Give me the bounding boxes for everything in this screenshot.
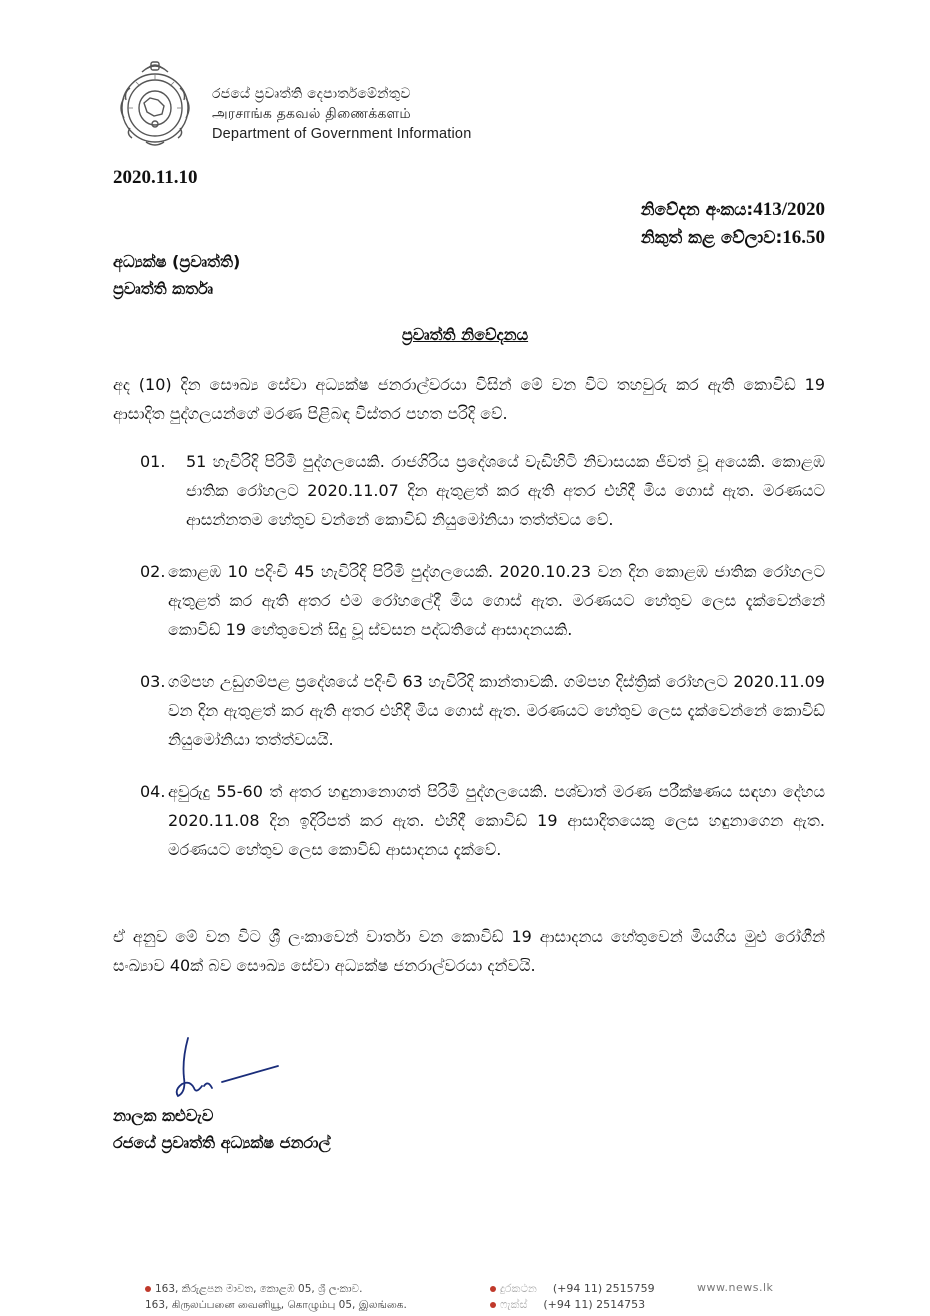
bullet-icon xyxy=(490,1286,496,1292)
signatory-block xyxy=(113,1102,331,1156)
signatory-title: රජයේ ප්‍රවෘත්ති අධ්‍යක්ෂ ජනරාල් xyxy=(113,1133,331,1152)
bullet-icon xyxy=(490,1302,496,1308)
intro-paragraph: අද (10) දින සෞඛ්‍ය සේවා අධ්‍යක්ෂ ජනරාල්වරයා විසින් මේ වන විට තහවුරු කර ඇති කොවිඩ් 19 ආසාදිත පුද්ගලයන්ගේ මරණ පිළිබඳ විස්තර පහත පරිදි වේ. xyxy=(113,375,825,423)
fax-label: ෆැක්ස් xyxy=(500,1298,528,1311)
department-name-english: Department of Government Information xyxy=(212,126,472,142)
release-reference xyxy=(641,196,825,252)
release-number-value: 413/2020 xyxy=(753,199,825,220)
release-time-label: නිකුත් කළ වේලාව: xyxy=(640,228,783,248)
page-footer xyxy=(0,1275,930,1316)
release-time-value: 16.50 xyxy=(782,227,825,248)
department-name-tamil: அரசாங்க தகவல் திணைக்களம் xyxy=(212,106,411,122)
signatory-name: නාලක කළුවැව xyxy=(113,1106,214,1125)
release-number-label: නිවේදන අංකය: xyxy=(640,200,754,220)
list-item-text: ගම්පහ උඩුගම්පළ ප්‍රදේශයේ පදිංචි 63 හැවිරිදි කාන්තාවකි. ගම්පහ දිස්ත්‍රික් රෝහලට 2020.11.09 වන දින ඇතුළත් කර ඇති අතර එහිදී මිය ගොස් ඇත. මරණයට හේතුව ලෙස දැක්වෙන්නේ කොවිඩ් නියුමෝනියා තත්ත්වයයි. xyxy=(168,672,825,749)
phone-label: දුරකථන xyxy=(500,1282,537,1295)
addressee-line-2: ප්‍රවෘත්ති කර්තෘ xyxy=(113,279,214,298)
footer-address xyxy=(145,1281,407,1313)
list-item xyxy=(140,777,825,864)
addressee-line-1: අධ්‍යක්ෂ (ප්‍රවෘත්ති) xyxy=(113,252,241,271)
conclusion-paragraph: ඒ අනුව මේ වන විට ශ්‍රී ලංකාවෙන් වාර්තා වන කොවිඩ් 19 ආසාදනය හේතුවෙන් මියගිය මුළු රෝගීන් සංඛ්‍යාව 40ක් බව සෞඛ්‍ය සේවා අධ්‍යක්ෂ ජනරාල්වරයා දන්වයි. xyxy=(113,927,825,975)
footer-fax xyxy=(490,1297,655,1313)
sri-lanka-emblem-icon xyxy=(112,58,198,150)
letterhead xyxy=(112,58,512,153)
footer-website[interactable]: www.news.lk xyxy=(697,1281,774,1294)
department-name xyxy=(212,84,471,144)
list-item-number: 04. xyxy=(140,782,166,801)
list-item xyxy=(140,557,825,644)
fax-number: (+94 11) 2514753 xyxy=(543,1298,646,1311)
footer-contact xyxy=(490,1281,655,1313)
list-item xyxy=(140,667,825,754)
footer-phone xyxy=(490,1281,655,1297)
document-heading xyxy=(0,325,930,345)
list-item-number: 03. xyxy=(140,672,166,691)
bullet-icon xyxy=(145,1286,151,1292)
footer-address-tamil: 163, கிருலப்பனை வைனியூ, கொழும்பு 05, இலங்கை. xyxy=(145,1299,407,1311)
list-item-number: 02. xyxy=(140,562,166,581)
department-name-sinhala: රජයේ ප්‍රවෘත්ති දෙපාර්තමේන්තුව xyxy=(212,86,411,102)
handwritten-signature xyxy=(160,1030,300,1110)
list-item xyxy=(140,447,825,534)
list-item-text: කොළඹ 10 පදිංචි 45 හැවිරිදි පිරිමි පුද්ගලයෙකි. 2020.10.23 වන දින කොළඹ ජාතික රෝහලට ඇතුළත් කර ඇති අතර එම රෝහලේදී මිය ගොස් ඇත. මරණයට හේතුව ලෙස දැක්වෙන්නේ කොවිඩ් 19 හේතුවෙන් සිදු වූ ස්වසන පද්ධතියේ ආසාදනයකි. xyxy=(168,562,825,639)
addressee-block xyxy=(113,248,240,302)
list-item-text: අවුරුදු 55-60 ත් අතර හඳුනානොගත් පිරිමි පුද්ගලයෙකි. පශ්චාත් මරණ පරීක්ෂණය සඳහා දේහය 2020.11.08 දින ඉදිරිපත් කර ඇත. එහිදී කොවිඩ් 19 ආසාදිතයෙකු ලෙස හඳුනාගෙන ඇත. මරණයට හේතුව ලෙස කොවිඩ් ආසාදනය දැක්වේ. xyxy=(168,782,825,859)
release-time xyxy=(641,224,825,252)
death-case-list xyxy=(140,447,825,887)
footer-address-sinhala: 163, කිරුළපන මාවත, කොළඹ 05, ශ්‍රී ලංකාව. xyxy=(145,1281,407,1297)
release-date: 2020.11.10 xyxy=(113,167,198,188)
list-item-number: 01. xyxy=(140,452,166,471)
list-item-text: 51 හැවිරිදි පිරිමි පුද්ගලයෙකි. රාජගිරිය ප්‍රදේශයේ වැඩිහිටි නිවාසයක ජීවත් වූ අයෙකි. කොළඹ ජාතික රෝහලට 2020.11.07 දින ඇතුළත් කර ඇති අතර එහිදී මිය ගොස් ඇත. මරණයට ආසන්නතම හේතුව වන්නේ කොවිඩ් නියුමෝනියා තත්ත්වය වේ. xyxy=(186,452,825,529)
document-heading-text: ප්‍රවෘත්ති නිවේදනය xyxy=(401,325,529,344)
release-number xyxy=(641,196,825,224)
phone-number: (+94 11) 2515759 xyxy=(552,1282,655,1295)
